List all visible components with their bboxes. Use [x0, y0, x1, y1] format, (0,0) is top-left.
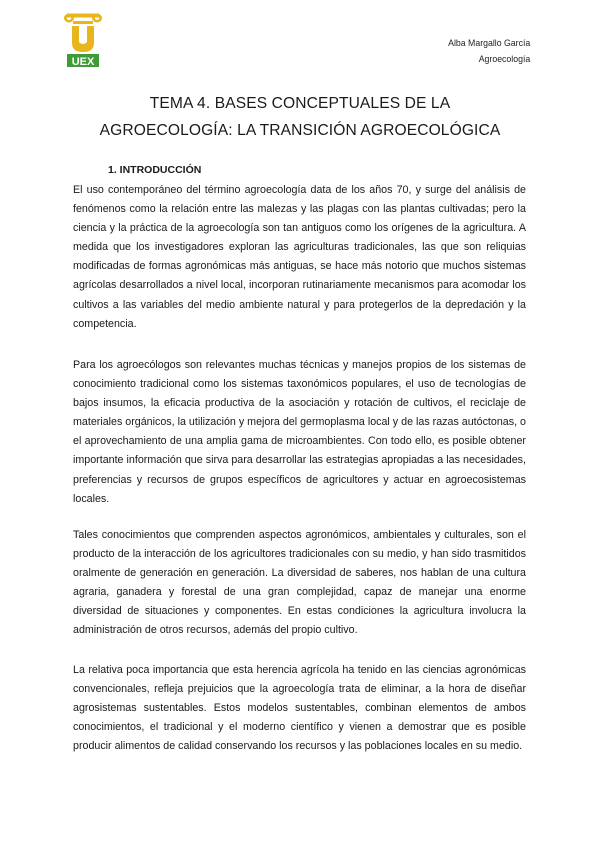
section-heading: 1. INTRODUCCIÓN — [108, 164, 202, 176]
document-header — [448, 36, 530, 68]
document-title — [60, 90, 540, 144]
paragraph-3: Tales conocimientos que comprenden aspectos agronómicos, ambientales y culturales, son el producto de la interacción de los agricultores tradicionales con su medio, y han sido trasmitidos oralmente de generación en generación. La diversidad de saberes, nos hablan de una cultura agraria, ganadera y forestal de una gran complejidad, capaz de manejar una enorme diversidad de situaciones y componentes. En estas condiciones la agricultura involucra la administración de otros recursos, además del propio cultivo. — [73, 529, 526, 637]
paragraph-1: El uso contemporáneo del término agroecología data de los años 70, y surge del análisis de fenómenos como la relación entre las malezas y las plagas con las plantas cultivadas; pero la ciencia y la práctica de la agroecología son tan antiguos como los orígenes de la agricultura. A medida que los investigadores exploran las agriculturas tradicionales, las que son reliquias modificadas de formas agronómicas más antiguas, se hace más notorio que muchos sistemas agrícolas desarrollados a nivel local, incorporan rutinariamente mecanismos para acomodar los cultivos a las variables del medio ambiente natural y para protegerlos de la depredación y la competencia. — [73, 184, 526, 330]
course-name: Agroecología — [478, 54, 530, 65]
author-name: Alba Margallo García — [447, 38, 530, 49]
title-line-1: TEMA 4. BASES CONCEPTUALES DE LA — [149, 95, 451, 112]
paragraph-2: Para los agroecólogos son relevantes muchas técnicas y manejos propios de los sistemas de conocimiento tradicional como los sistemas taxonómicos populares, el uso de tecnologías de bajos insumos, la eficacia productiva de la asociación y rotación de cultivos, el reciclaje de materiales orgánicos, la utilización y mejora del germoplasma local y de las razas autóctonas, o el aprovechamiento de una amplia gama de microambientes. Con todo ello, es posible obtener importante información que sirva para desarrollar las estrategias apropiadas a las necesidades, preferencias y recursos de grupos específicos de agricultores y actuar en agroecosistemas locales. — [73, 359, 526, 505]
paragraph-4: La relativa poca importancia que esta herencia agrícola ha tenido en las ciencias agronómicas convencionales, refleja prejuicios que la agroecología trata de eliminar, a la hora de diseñar agrosistemas sustentables. Estos modelos sustentables, combinan elementos de ambos conocimientos, el tradicional y el moderno científico y vienen a demostrar que es posible producir alimentos de calidad conservando los recursos y las poblaciones locales en su medio. — [73, 664, 526, 753]
column-capital-icon — [64, 14, 102, 25]
logo-text: UEX — [71, 56, 95, 68]
university-logo — [63, 12, 103, 68]
letter-u-shape — [72, 26, 94, 52]
title-line-2: AGROECOLOGÍA: LA TRANSICIÓN AGROECOLÓGICA — [99, 122, 501, 139]
